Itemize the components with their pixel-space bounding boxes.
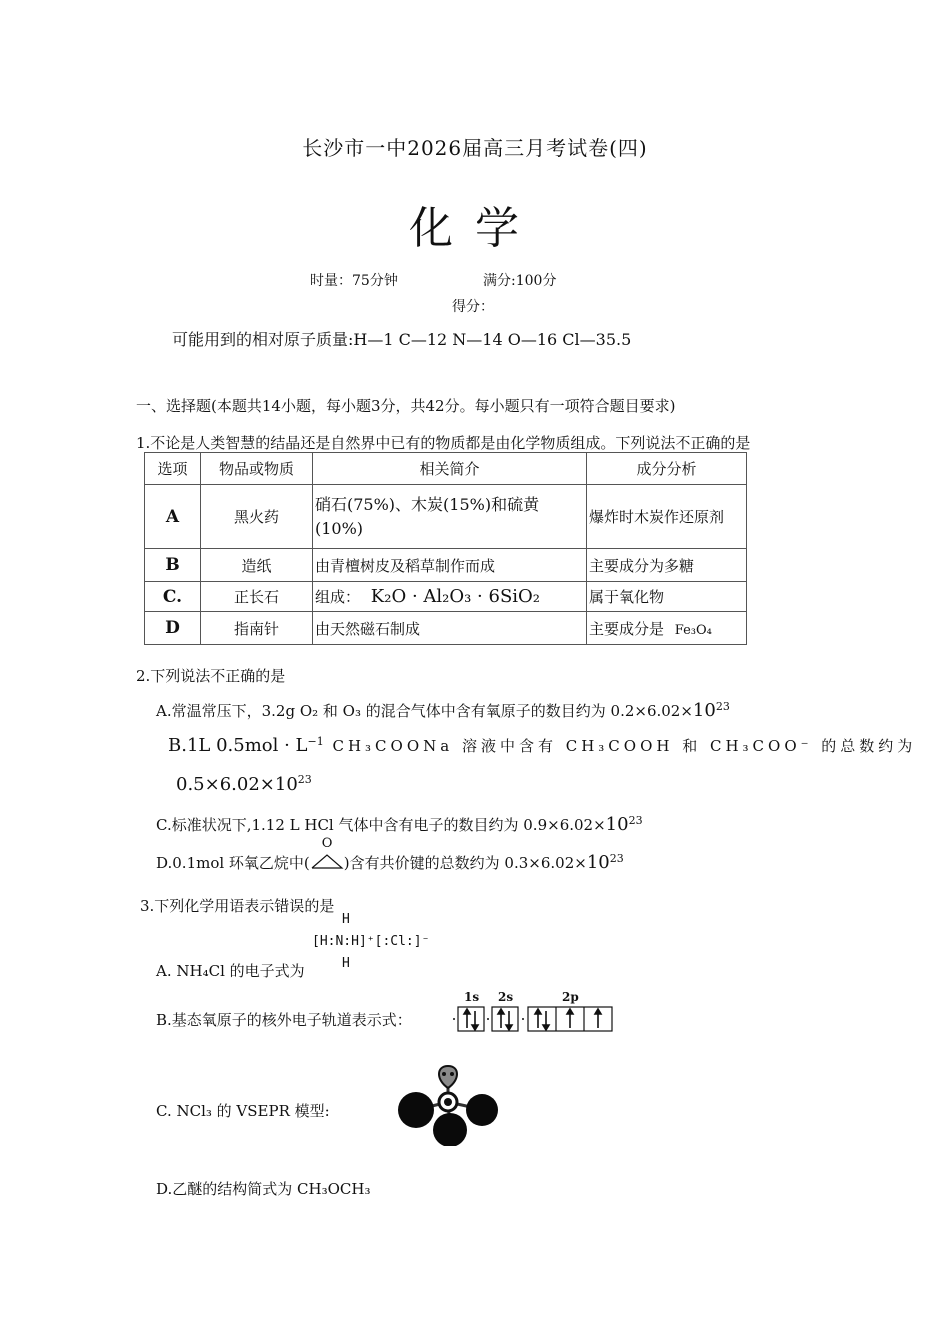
nh4cl-electron-formula [312, 912, 438, 974]
option-text: 0.5×6.02×10 [176, 774, 298, 795]
question-2-option-b [168, 735, 916, 756]
orbital-label-2p: 2p [562, 990, 579, 1004]
formula-top-h: H [342, 912, 350, 927]
vsepr-model-icon [392, 1062, 504, 1146]
orbital-label-1s: 1s [464, 990, 480, 1004]
table-header: 物品或物质 [201, 453, 313, 485]
question-2-option-c [156, 814, 643, 835]
exam-title: 长沙市一中2026届高三月考试卷(四) [302, 136, 648, 160]
option-text: D.0.1mol 环氧乙烷中( [156, 854, 310, 872]
table-cell-intro: 硝石(75%)、木炭(15%)和硫黄(10%) [313, 485, 587, 549]
table-header: 选项 [145, 453, 201, 485]
table-cell-item: 正长石 [201, 582, 313, 612]
table-cell-intro [313, 582, 587, 612]
formula-bottom-h: H [342, 956, 350, 971]
option-text: C.标准状况下,1.12 L HCl 气体中含有电子的数目约为 0.9×6.02× [156, 816, 606, 834]
orbital-diagram [452, 990, 617, 1035]
table-cell-item: 造纸 [201, 549, 313, 582]
table-row [145, 582, 747, 612]
question-1-stem: 1.不论是人类智慧的结晶还是自然界中已有的物质都是由化学物质组成。下列说法不正确的是 [136, 434, 751, 452]
power-base: 10 [692, 700, 716, 721]
option-text: B.1L 0.5mol · L [168, 735, 308, 756]
table-cell-option: A [145, 485, 201, 549]
intro-prefix: 组成： [315, 588, 361, 606]
table-cell-item: 指南针 [201, 612, 313, 645]
analysis-prefix: 主要成分是 [589, 619, 665, 638]
exponent: 23 [628, 814, 643, 827]
table-cell-option: D [145, 612, 201, 645]
magnetite-formula: Fe₃O₄ [674, 622, 712, 638]
question-3-option-b: B.基态氧原子的核外电子轨道表示式： [156, 1011, 412, 1029]
formula-main: [H:N:H]⁺[:Cl:]⁻ [312, 934, 430, 949]
power-base: 10 [605, 814, 629, 835]
score-field: 得分： [452, 299, 494, 315]
subject-title: 化学 [409, 203, 541, 254]
question-3-option-a: A. NH₄Cl 的电子式为 [156, 962, 305, 980]
time-limit: 时量：75分钟 [310, 273, 398, 289]
full-score: 满分:100分 [483, 273, 557, 289]
table-cell-analysis: 主要成分为多糖 [587, 549, 747, 582]
table-cell-option: C. [145, 582, 201, 612]
question-3-stem: 3.下列化学用语表示错误的是 [140, 897, 335, 915]
power-base: 10 [586, 852, 610, 873]
exponent: 23 [609, 852, 624, 865]
question-2-option-a [156, 700, 730, 721]
ring-oxygen: O [321, 836, 333, 851]
exponent: −1 [307, 735, 324, 748]
epoxide-ring-icon [310, 836, 344, 870]
question-2-option-d [156, 836, 624, 873]
table-cell-item: 黑火药 [201, 485, 313, 549]
table-cell-analysis: 属于氧化物 [587, 582, 747, 612]
question-3-option-c: C. NCl₃ 的 VSEPR 模型: [156, 1102, 330, 1120]
table-cell-analysis [587, 612, 747, 645]
question-2-option-b-line2 [176, 773, 312, 795]
orbital-label-2s: 2s [498, 990, 514, 1004]
table-row [145, 485, 747, 549]
table-header: 成分分析 [587, 453, 747, 485]
exponent: 23 [297, 773, 312, 786]
option-text: CH₃COONa 溶液中含有 CH₃COOH 和 CH₃COO⁻ 的总数约为 [323, 737, 917, 755]
question-3-option-d: D.乙醚的结构简式为 CH₃OCH₃ [156, 1180, 371, 1198]
orbital-boxes-icon [452, 1005, 617, 1033]
atomic-mass-line: 可能用到的相对原子质量:H—1 C—12 N—14 O—16 Cl—35.5 [172, 330, 632, 349]
table-header-row [145, 453, 747, 485]
question-2-stem: 2.下列说法不正确的是 [136, 667, 286, 685]
question-1-table [144, 452, 747, 645]
option-text: A.常温常压下，3.2g O₂ 和 O₃ 的混合气体中含有氧原子的数目约为 0.2×6.02× [156, 702, 693, 720]
option-text: )含有共价键的总数约为 0.3×6.02× [343, 854, 587, 872]
table-header: 相关简介 [313, 453, 587, 485]
table-cell-intro: 由青檀树皮及稻草制作而成 [313, 549, 587, 582]
section-heading: 一、选择题(本题共14小题，每小题3分，共42分。每小题只有一项符合题目要求) [136, 397, 676, 415]
exponent: 23 [715, 700, 730, 713]
table-cell-option: B [145, 549, 201, 582]
table-cell-analysis: 爆炸时木炭作还原剂 [587, 485, 747, 549]
orthoclase-formula: K₂O · Al₂O₃ · 6SiO₂ [370, 586, 541, 607]
table-row [145, 612, 747, 645]
table-row [145, 549, 747, 582]
table-cell-intro: 由天然磁石制成 [313, 612, 587, 645]
